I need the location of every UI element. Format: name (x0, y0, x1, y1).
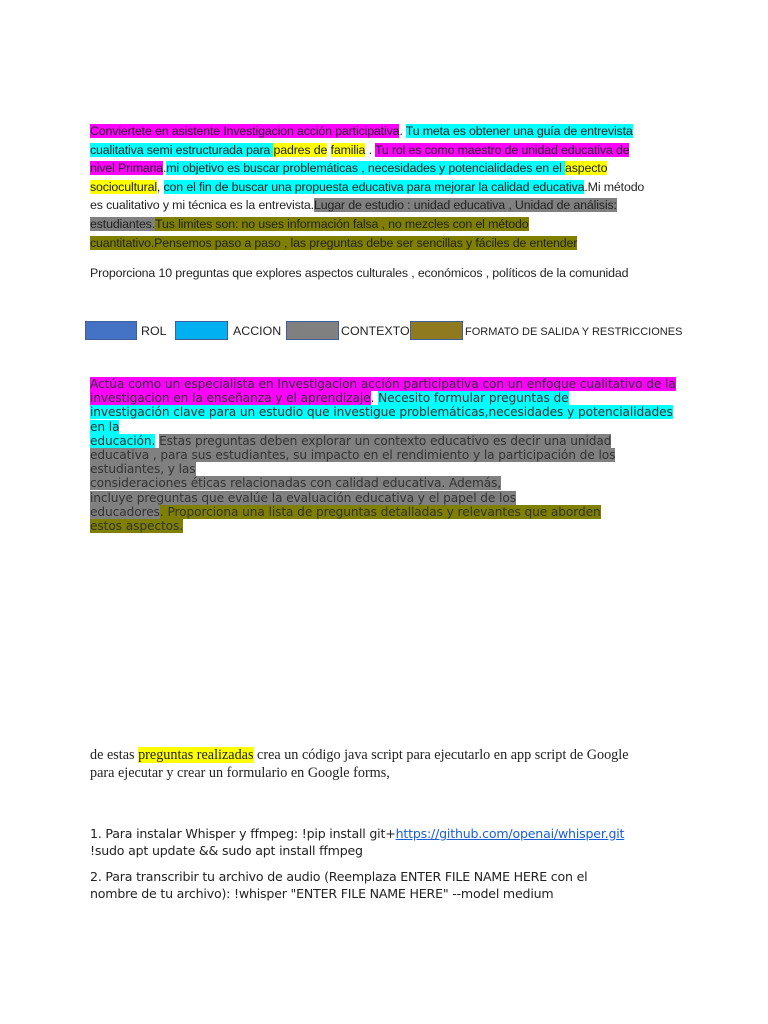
text-line (90, 141, 670, 160)
whisper-github-link[interactable]: https://github.com/openai/whisper.git (395, 826, 625, 841)
text-line (90, 420, 690, 434)
followup-request: Proporciona 10 preguntas que explores aspectos culturales , económicos , políticos de la comunidad (90, 266, 629, 280)
highlighted-text: estos aspectos. (90, 518, 184, 533)
highlighted-text: con el fin de buscar una propuesta educativa para mejorar la calidad educativa (163, 179, 585, 194)
legend-swatch-formato (410, 321, 463, 340)
legend-label-rol: ROL (141, 324, 167, 338)
prompt3-text: crea un código java script para ejecutarlo en app script de Google (253, 747, 629, 763)
highlighted-text: incluye preguntas que evalúe la evaluación educativa y el papel de los (90, 490, 516, 505)
prompt3-line-1 (90, 746, 690, 764)
legend-swatch-contexto (286, 321, 339, 340)
highlighted-text: sociocultural (90, 179, 157, 194)
highlighted-text: consideraciones éticas relacionadas con calidad educativa. Además, (90, 476, 502, 491)
highlighted-text: padres de (273, 142, 328, 157)
plain-text: . (162, 161, 167, 176)
whisper-instructions (90, 826, 690, 902)
highlighted-text: aspecto (564, 161, 608, 176)
step2-line-2: nombre de tu archivo): !whisper "ENTER FILE NAME HERE" --model medium (90, 885, 554, 901)
text-line (90, 122, 670, 141)
step1-line-2: !sudo apt update && sudo apt install ffmpeg (90, 842, 363, 858)
step1-text: 1. Para instalar Whisper y ffmpeg: !pip install git+ (90, 826, 396, 841)
highlighted-text: educadores (90, 504, 160, 519)
text-line (90, 391, 690, 405)
prompt-paragraph-3 (90, 746, 690, 782)
text-line (90, 476, 690, 490)
highlighted-text: estudiantes, y las (90, 462, 196, 477)
highlighted-text: educación. (90, 433, 156, 448)
step1-line-1 (90, 826, 690, 843)
highlighted-text: cualitativa semi estructurada para (90, 142, 274, 157)
prompt3-line-2: para ejecutar y crear un formulario en Google forms, (90, 765, 390, 781)
step2-line-1: 2. Para transcribir tu archivo de audio (Reemplaza ENTER FILE NAME HERE con el (90, 869, 588, 884)
plain-text: .Mi método (584, 179, 645, 194)
legend-label-formato: FORMATO DE SALIDA Y RESTRICCIONES (465, 326, 683, 338)
text-line (90, 448, 690, 462)
highlighted-text: preguntas realizadas (138, 747, 254, 763)
prompt-paragraph-2 (90, 377, 690, 533)
plain-text: . (399, 124, 406, 138)
plain-text: es cualitativo y mi técnica es la entrevista. (90, 198, 314, 213)
color-legend (0, 320, 768, 344)
text-line (90, 405, 690, 419)
highlighted-text: cuantitativo.Pensemos paso a paso , las preguntas debe ser sencillas y fáciles de entender (90, 235, 578, 250)
text-line (90, 159, 670, 178)
text-line (90, 178, 670, 197)
highlighted-text: Lugar de estudio : unidad educativa , Unidad de análisis: (313, 198, 617, 213)
highlighted-text: Conviertete en asistente Investigacion acción participativa (90, 124, 400, 138)
text-line (90, 196, 670, 215)
text-line (90, 215, 670, 234)
highlighted-text: mi objetivo es buscar problemáticas , necesidades y potencialidades en el (166, 161, 565, 176)
highlighted-text: . Proporciona una lista de preguntas detalladas y relevantes que aborden (159, 504, 601, 519)
highlighted-text: investigacion en la enseñanza y el aprendizaje (90, 391, 371, 406)
text-line (90, 505, 690, 519)
prompt-paragraph-1 (90, 122, 670, 252)
text-line (90, 491, 690, 505)
highlighted-text: investigación clave para un estudio que investigue problemáticas,necesidades y potencialidades (90, 405, 673, 420)
text-line (90, 234, 670, 253)
highlighted-text: Tus limites son: no uses información falsa , no mezcles con el método (155, 216, 529, 231)
highlighted-text: Tu meta es obtener una guía de entrevista (405, 124, 633, 138)
legend-label-contexto: CONTEXTO (341, 324, 410, 338)
highlighted-text: Tu rol es como maestro de unidad educativa de (374, 142, 630, 157)
highlighted-text: Actúa como un especialista en Investigacion acción participativa con un enfoque cualitativo de la (90, 377, 676, 391)
plain-text: . (365, 142, 375, 157)
text-line (90, 462, 690, 476)
legend-swatch-rol (85, 321, 137, 340)
highlighted-text: estudiantes. (90, 216, 156, 231)
text-line (90, 377, 690, 391)
prompt3-text: de estas (90, 747, 139, 763)
plain-text: . (370, 391, 379, 406)
highlighted-text: educativa , para sus estudiantes, su impacto en el rendimiento y la participación de los (90, 447, 616, 462)
highlighted-text: familia (330, 142, 366, 157)
highlighted-text: en la (90, 419, 120, 434)
legend-swatch-accion (175, 321, 228, 340)
highlighted-text: nivel Primaria (90, 161, 163, 176)
highlighted-text: Necesito formular preguntas de (378, 391, 569, 406)
highlighted-text: Estas preguntas deben explorar un contexto educativo es decir una unidad (159, 433, 612, 448)
legend-label-accion: ACCION (233, 324, 282, 338)
plain-text: , (156, 179, 164, 194)
text-line (90, 434, 690, 448)
text-line (90, 519, 690, 533)
